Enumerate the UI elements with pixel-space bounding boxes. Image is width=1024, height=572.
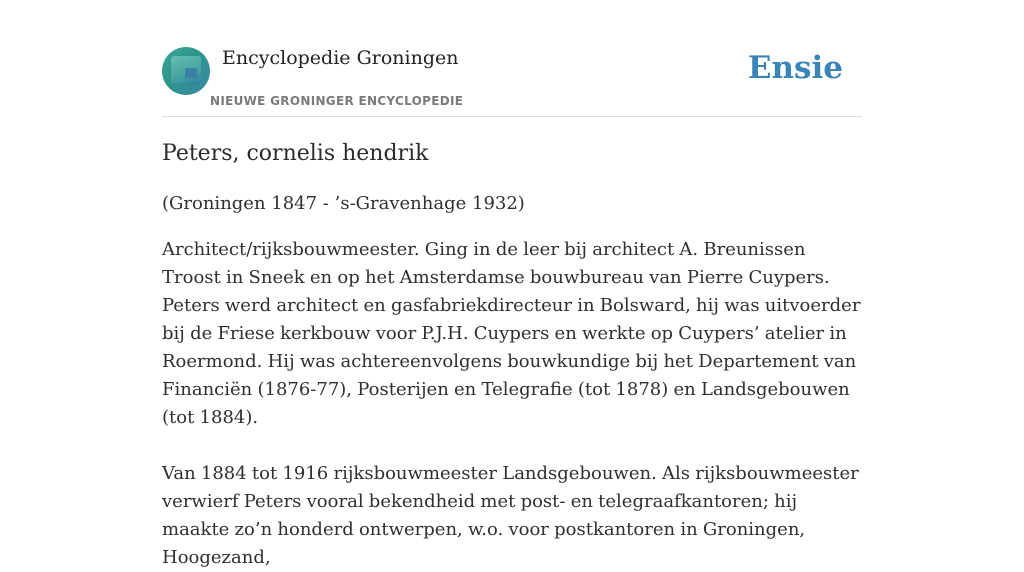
site-subtitle: NIEUWE GRONINGER ENCYCLOPEDIE [210, 94, 464, 108]
site-header [162, 44, 862, 117]
site-avatar[interactable] [162, 47, 210, 95]
article-paragraph: Van 1884 tot 1916 rijksbouwmeester Landsgebouwen. Als rijksbouwmeester verwierf Peters vooral bekendheid met post- en telegraafkantoren; hij maakte zo’n honderd ontwerpen, w.o. voor postkantoren in Groningen, Hoogezand, [162, 463, 859, 568]
article-lifespan: (Groningen 1847 - ’s-Gravenhage 1932) [162, 193, 525, 214]
groningen-map-icon [171, 56, 201, 84]
site-title[interactable]: Encyclopedie Groningen [222, 47, 459, 69]
ensie-logo-link[interactable]: Ensie [747, 50, 843, 86]
article-paragraph: Architect/rijksbouwmeester. Ging in de leer bij architect A. Breunissen Troost in Sneek en op het Amsterdamse bouwbureau van Pierre Cuypers. Peters werd architect en gasfabriekdirecteur in Bolsward, hij was uitvoerder bij de Friese kerkbouw voor P.J.H. Cuypers en werkte op Cuypers’ atelier in Roermond. Hij was achtereenvolgens bouwkundige bij het Departement van Financiën (1876-77), Posterijen en Telegrafie (tot 1878) en Landsgebouwen (tot 1884). [162, 239, 861, 428]
article-title: Peters, cornelis hendrik [162, 141, 429, 166]
article [162, 138, 862, 572]
